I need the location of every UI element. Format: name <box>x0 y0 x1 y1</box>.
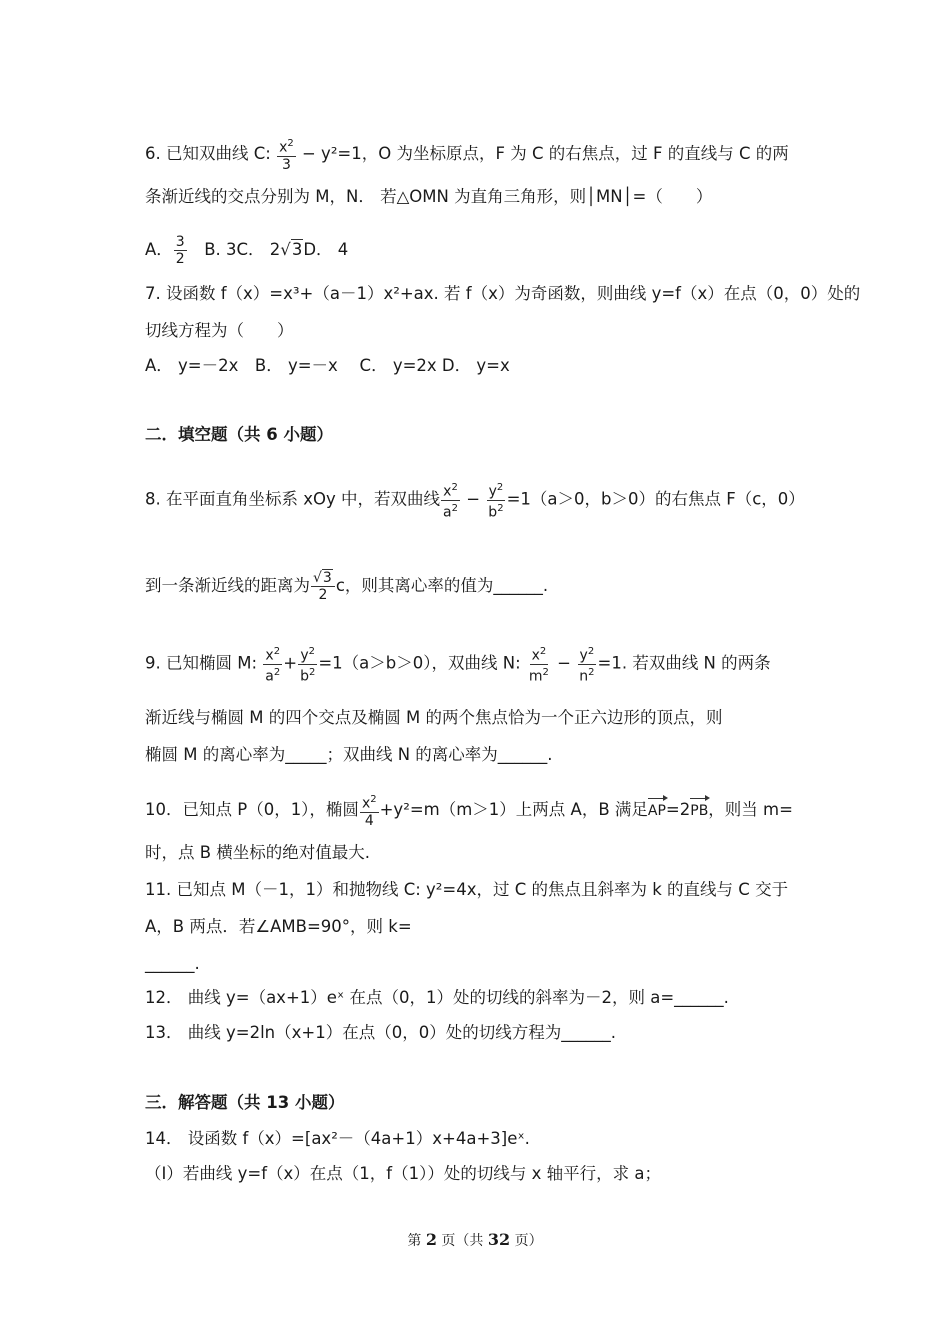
q9-frac-1 <box>263 644 282 684</box>
q7-line1: 7. 设函数 f（x）=x³+（a－1）x²+ax. 若 f（x）为奇函数，则曲线 y=f（x）在点（0，0）处的 <box>145 284 861 303</box>
page-footer <box>0 1230 950 1250</box>
q10-line1 <box>145 792 793 829</box>
q9-frac1-num: x <box>265 647 274 664</box>
q8-frac1-den-exp: 2 <box>451 502 458 514</box>
q8-frac-2 <box>486 480 505 520</box>
q8-frac-3: $\frac{√3}{2}$ <box>311 570 335 603</box>
q8-frac3-den: 2 <box>318 587 328 603</box>
q9-frac2-den-exp: 2 <box>308 666 316 678</box>
q6-opt-a-num: 3 <box>175 234 185 250</box>
q6-sqrt: √3 <box>280 240 303 259</box>
q8-text-c: 到一条渐近线的距离为 <box>145 576 310 595</box>
q6-sqrt-rad: 3 <box>291 240 303 259</box>
q10-eq2: =2 <box>665 799 691 819</box>
q6-frac-exp: 2 <box>287 138 294 149</box>
q6-opt-a-den: 2 <box>175 251 185 267</box>
q7-line2: 切线方程为（ ） <box>145 321 294 340</box>
q9-line3: 椭圆 M 的离心率为_____；双曲线 N 的离心率为______. <box>145 745 553 764</box>
q10-line2: 时，点 B 横坐标的绝对值最大. <box>145 843 371 862</box>
q6-opt-a-fraction <box>174 234 187 267</box>
vector-pb: PB <box>690 796 708 822</box>
q9-minus: − <box>551 653 577 673</box>
q6-line1 <box>145 136 789 173</box>
q9-frac1-den-exp: 2 <box>273 666 281 678</box>
q9-frac1-num-exp: 2 <box>273 646 281 657</box>
q11-line1: 11. 已知点 M（－1，1）和抛物线 C: y²=4x，过 C 的焦点且斜率为 k 的直线与 C 交于 <box>145 880 789 899</box>
q8-frac2-num: y <box>488 483 497 500</box>
q10-frac-den: 4 <box>364 812 374 829</box>
q9-frac4-den-exp: 2 <box>588 666 595 678</box>
q6-frac-den: 3 <box>281 156 291 173</box>
q9-frac2-num-exp: 2 <box>308 646 316 657</box>
q9-frac-2 <box>298 644 317 684</box>
q9-frac2-den: b <box>300 668 309 685</box>
section-3-heading: 三．解答题（共 13 小题） <box>145 1093 345 1112</box>
q10-fraction <box>360 792 379 829</box>
q6-opt-bc: B. 3C． 2 <box>187 240 281 259</box>
q8-line2 <box>145 570 548 603</box>
q8-frac1-num: x <box>443 483 452 500</box>
q8-text-a: 8. 在平面直角坐标系 xOy 中，若双曲线 <box>145 489 440 509</box>
q8-sqrt-rad: 3 <box>322 570 332 586</box>
q9-line2: 渐近线与椭圆 M 的四个交点及椭圆 M 的两个焦点恰为一个正六边形的顶点，则 <box>145 708 723 727</box>
q10-frac-num: x <box>361 795 371 812</box>
q6-options <box>145 234 348 267</box>
q8-frac-1 <box>441 480 460 520</box>
q11-line2: A，B 两点．若∠AMB=90°，则 k= <box>145 917 412 936</box>
footer-mid: 页（共 <box>436 1233 488 1249</box>
q10-text-a: 10．已知点 P（0，1），椭圆 <box>145 799 359 819</box>
q14-line1: 14． 设函数 f（x）=[ax²－（4a+1）x+4a+3]eˣ. <box>145 1129 530 1148</box>
q9-text-a: 9. 已知椭圆 M: <box>145 653 263 673</box>
q6-text-a: 6. 已知双曲线 C: <box>145 143 277 163</box>
q10-text-b: +y²=m（m＞1）上两点 A，B 满足 <box>379 799 648 819</box>
q9-text-c: =1. 若双曲线 N 的两条 <box>597 653 771 673</box>
q6-frac-num: x <box>279 139 288 156</box>
q8-frac2-den-exp: 2 <box>497 502 504 514</box>
q13: 13． 曲线 y=2ln（x+1）在点（0，0）处的切线方程为______. <box>145 1023 616 1042</box>
q9-plus: + <box>283 653 298 673</box>
q9-frac3-den: m <box>528 668 543 685</box>
q6-line2: 条渐近线的交点分别为 M，N． 若△OMN 为直角三角形，则│MN│=（ ） <box>145 187 713 206</box>
q6-text-b: − y²=1，O 为坐标原点，F 为 C 的右焦点，过 F 的直线与 C 的两 <box>296 143 789 163</box>
q8-text-b: =1（a＞0，b＞0）的右焦点 F（c，0） <box>506 489 805 509</box>
q10-text-c: ，则当 m= <box>708 799 793 819</box>
q9-text-b: =1（a＞b＞0），双曲线 N: <box>318 653 526 673</box>
q7-options: A． y=－2x B． y=－x C． y=2x D． y=x <box>145 356 510 375</box>
q10-frac-exp: 2 <box>370 794 377 805</box>
q9-frac2-num: y <box>300 647 309 664</box>
q8-frac2-num-exp: 2 <box>496 482 504 493</box>
footer-total-pages: 32 <box>487 1230 511 1249</box>
q6-opt-a: A． <box>145 240 173 259</box>
vector-ap: AP <box>648 796 666 822</box>
q12: 12． 曲线 y=（ax+1）eˣ 在点（0，1）处的切线的斜率为－2，则 a=______. <box>145 988 729 1007</box>
q9-frac-4 <box>577 644 596 684</box>
footer-pre: 第 <box>407 1233 426 1249</box>
q9-frac3-den-exp: 2 <box>542 666 549 678</box>
q9-frac1-den: a <box>265 668 274 685</box>
q6-fraction <box>277 136 296 173</box>
q9-line1 <box>145 644 771 684</box>
footer-post: 页） <box>510 1233 543 1249</box>
q9-frac4-num: y <box>579 647 588 664</box>
q8-frac1-num-exp: 2 <box>451 482 458 493</box>
q9-frac-3 <box>527 644 551 684</box>
q14-line2: （Ⅰ）若曲线 y=f（x）在点（1，f（1））处的切线与 x 轴平行，求 a； <box>145 1164 661 1183</box>
q8-minus: − <box>460 489 486 509</box>
q9-frac4-num-exp: 2 <box>587 646 595 657</box>
footer-page-number: 2 <box>425 1230 437 1249</box>
q9-frac3-num: x <box>531 647 540 664</box>
q6-opt-d: D． 4 <box>303 240 349 259</box>
q9-frac3-num-exp: 2 <box>539 646 547 657</box>
q9-frac4-den: n <box>579 668 589 685</box>
q11-line3: ______. <box>145 954 200 973</box>
section-2-heading: 二．填空题（共 6 小题） <box>145 425 333 444</box>
q8-line1 <box>145 480 805 520</box>
q8-frac1-den: a <box>443 504 452 521</box>
q8-frac2-den: b <box>488 504 498 521</box>
q8-text-d: c，则其离心率的值为______. <box>335 576 549 595</box>
